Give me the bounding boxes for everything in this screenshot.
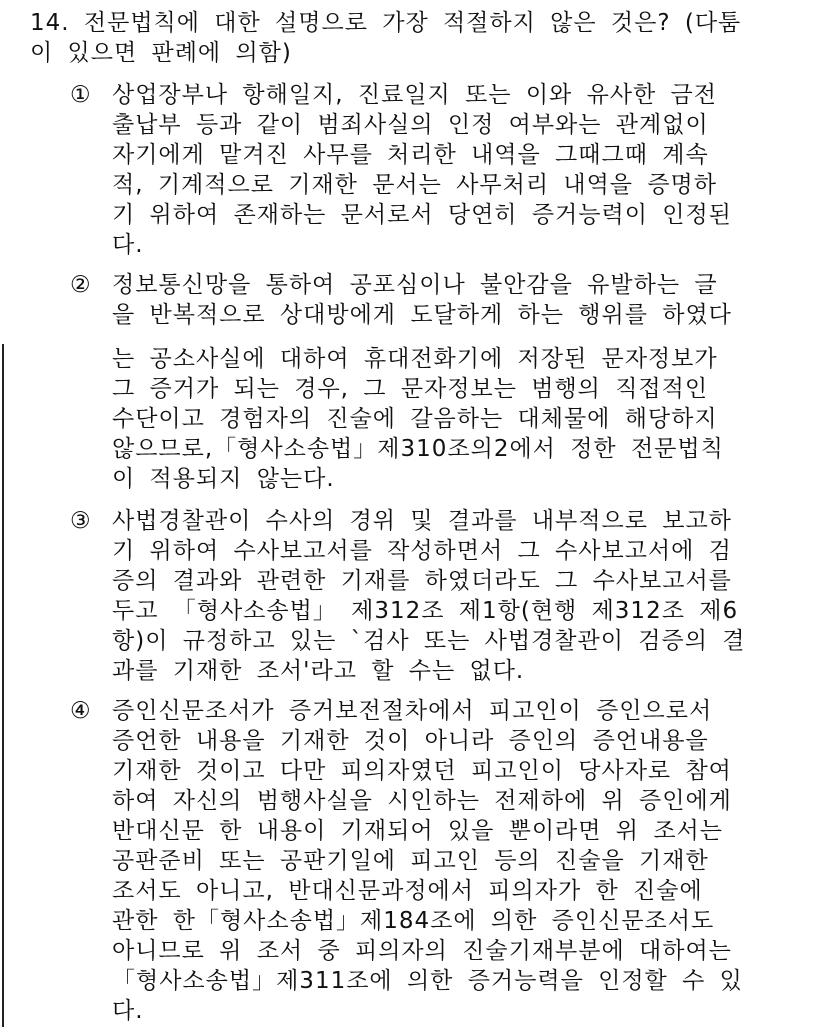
choice-line: 적, 기계적으로 기재한 문서는 사무처리 내역을 증명하 [112,172,717,198]
choice-1[interactable] [70,80,790,260]
choice-2[interactable] [70,270,790,330]
choice-1-text [112,80,790,260]
choice-line: 기 위하여 수사보고서를 작성하면서 그 수사보고서에 검 [112,538,732,564]
choice-line: 는 공소사실에 대하여 휴대전화기에 저장된 문자정보가 [112,346,718,372]
choice-line: 두고 「형사소송법」 제312조 제1항(현행 제312조 제6 [112,598,739,624]
choice-line: 증의 결과와 관련한 기재를 하였더라도 그 수사보고서를 [112,568,732,594]
choice-2-text [112,270,790,330]
choice-line: 아니므로 위 조서 중 피의자의 진술기재부분에 대하여는 [112,938,732,964]
choice-line: 사법경찰관이 수사의 경위 및 결과를 내부적으로 보고하 [112,508,732,534]
choice-line: 을 반복적으로 상대방에게 도달하게 하는 행위를 하였다 [112,302,732,328]
choice-4[interactable] [70,696,790,1026]
choice-1-marker: ① [70,82,92,108]
left-margin-rule [2,344,4,1027]
choice-line: 과를 기재한 조서'라고 할 수는 없다. [112,658,525,684]
choice-3-marker: ③ [70,508,92,534]
choice-line: 공판준비 또는 공판기일에 피고인 등의 진술을 기재한 [112,848,709,874]
choice-line: 「형사소송법」제311조에 의한 증거능력을 인정할 수 있 [112,968,743,994]
choice-3-text [112,506,790,686]
choice-line: 수단이고 경험자의 진술에 갈음하는 대체물에 해당하지 [112,406,718,432]
choice-2-marker: ② [70,272,92,298]
question-line: 이 있으면 판례에 의함) [30,40,292,66]
choice-4-text [112,696,790,1026]
choice-4-marker: ④ [70,698,92,724]
choice-line: 하여 자신의 범행사실을 시인하는 전제하에 위 증인에게 [112,788,732,814]
choice-line: 기재한 것이고 다만 피의자였던 피고인이 당사자로 참여 [112,758,732,784]
choice-line: 출납부 등과 같이 범죄사실의 인정 여부와는 관계없이 [112,112,709,138]
choice-line: 정보통신망을 통하여 공포심이나 불안감을 유발하는 글 [112,272,718,298]
question-stem [30,8,820,68]
choice-line: 않으므로,「형사소송법」제310조의2에서 정한 전문법칙 [112,436,724,462]
choice-line: 관한 한「형사소송법」제184조에 의한 증인신문조서도 [112,908,715,934]
choice-line: 자기에게 맡겨진 사무를 처리한 내역을 그때그때 계속 [112,142,709,168]
question-line: 14. 전문법칙에 대한 설명으로 가장 적절하지 않은 것은? (다툼 [30,10,742,36]
choice-line: 다. [112,998,144,1024]
choice-line: 조서도 아니고, 반대신문과정에서 피의자가 한 진술에 [112,878,703,904]
choice-line: 그 증거가 되는 경우, 그 문자정보는 범행의 직접적인 [112,376,709,402]
choice-line: 이 적용되지 않는다. [112,466,335,492]
choice-line: 증언한 내용을 기재한 것이 아니라 증인의 증언내용을 [112,728,709,754]
choice-line: 항)이 규정하고 있는 `검사 또는 사법경찰관이 검증의 결 [112,628,746,654]
choice-2-continuation [70,344,790,494]
choice-3[interactable] [70,506,790,686]
choice-2-continued-text [112,344,790,494]
choice-line: 다. [112,232,144,258]
choice-line: 반대신문 한 내용이 기재되어 있을 뿐이라면 위 조서는 [112,818,723,844]
choice-line: 증인신문조서가 증거보전절차에서 피고인이 증인으로서 [112,698,713,724]
choice-line: 기 위하여 존재하는 문서로서 당연히 증거능력이 인정된 [112,202,732,228]
choice-line: 상업장부나 항해일지, 진료일지 또는 이와 유사한 금전 [112,82,717,108]
